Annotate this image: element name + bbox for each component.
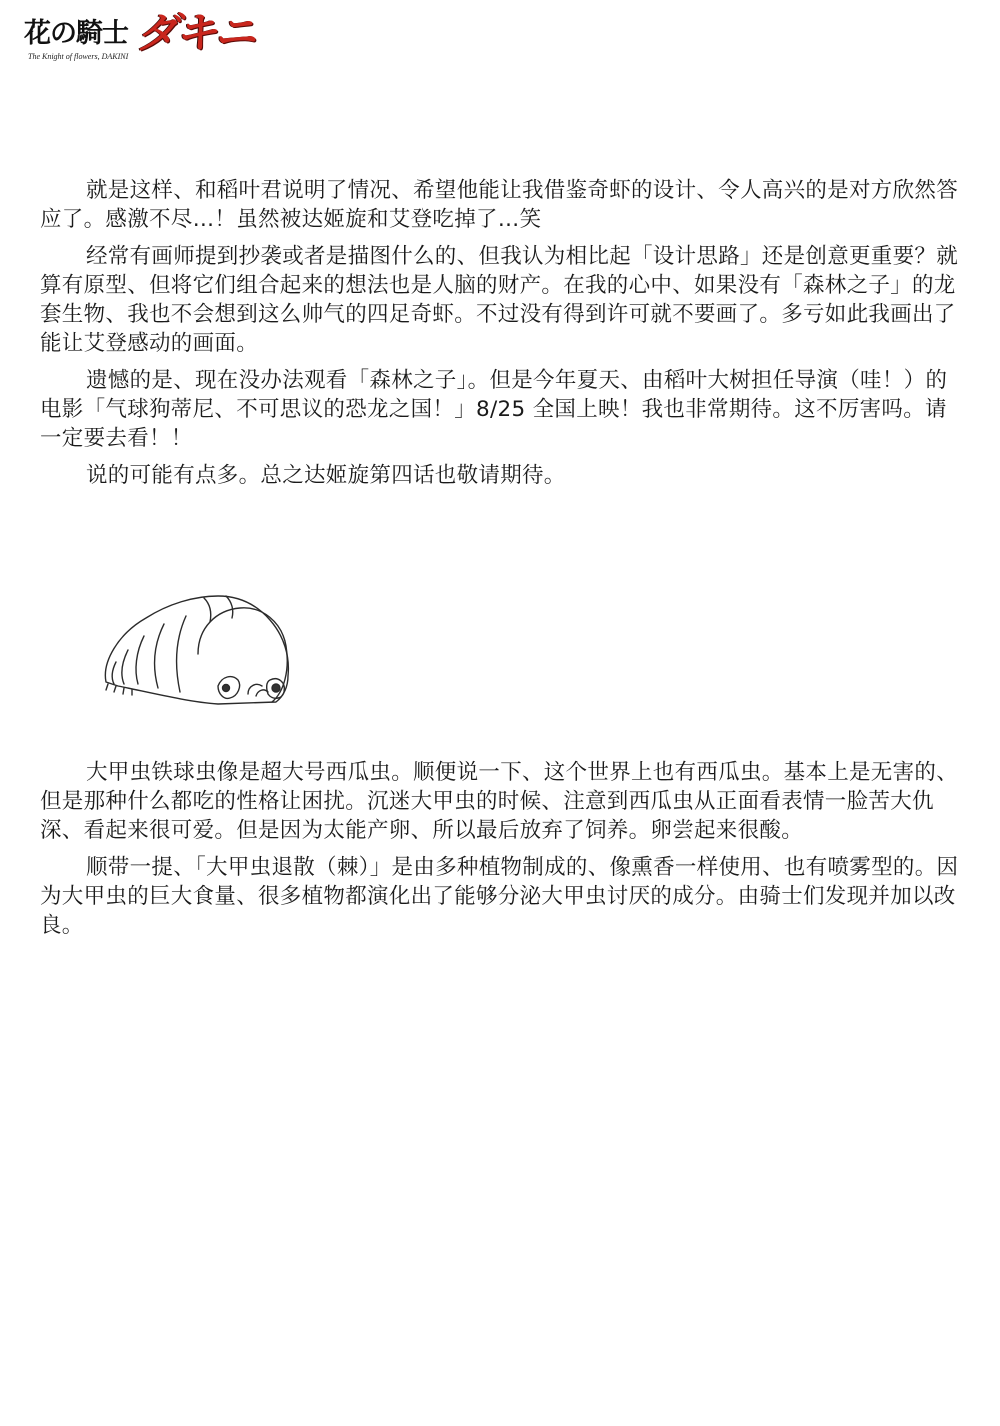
series-logo (22, 10, 262, 66)
logo-kanji-text: 花の騎士 (24, 18, 128, 49)
logo-subtitle: The Knight of flowers, DAKINI (28, 52, 129, 61)
afterword-text-top (40, 176, 960, 498)
paragraph: 顺带一提、「大甲虫退散（棘）」是由多种植物制成的、像熏香一样使用、也有喷雾型的。因为大甲虫的巨大食量、很多植物都演化出了能够分泌大甲虫讨厌的成分。由骑士们发现并加以改良。 (40, 855, 959, 938)
giant-beetle-sketch (98, 582, 298, 712)
paragraph: 说的可能有点多。总之达姬旋第四话也敬请期待。 (86, 463, 566, 488)
paragraph: 就是这样、和稻叶君说明了情况、希望他能让我借鉴奇虾的设计、令人高兴的是对方欣然答应了。感激不尽…！虽然被达姬旋和艾登吃掉了…笑 (40, 178, 959, 232)
logo-kana-text: ダキニ (136, 8, 254, 57)
paragraph: 经常有画师提到抄袭或者是描图什么的、但我认为相比起「设计思路」还是创意更重要？就算有原型、但将它们组合起来的想法也是人脑的财产。在我的心中、如果没有「森林之子」的龙套生物、我也不会想到这么帅气的四足奇虾。不过没有得到许可就不要画了。多亏如此我画出了能让艾登感动的画面。 (40, 244, 959, 356)
paragraph: 大甲虫铁球虫像是超大号西瓜虫。顺便说一下、这个世界上也有西瓜虫。基本上是无害的、但是那种什么都吃的性格让困扰。沉迷大甲虫的时候、注意到西瓜虫从正面看表情一脸苦大仇深、看起来很可爱。但是因为太能产卵、所以最后放弃了饲养。卵尝起来很酸。 (40, 760, 959, 843)
paragraph: 遗憾的是、现在没办法观看「森林之子」。但是今年夏天、由稻叶大树担任导演（哇！）的电影「气球狗蒂尼、不可思议的恐龙之国！」8/25 全国上映！我也非常期待。这不厉害吗。请一定要去看！！ (40, 368, 948, 451)
afterword-text-bottom (40, 758, 960, 948)
